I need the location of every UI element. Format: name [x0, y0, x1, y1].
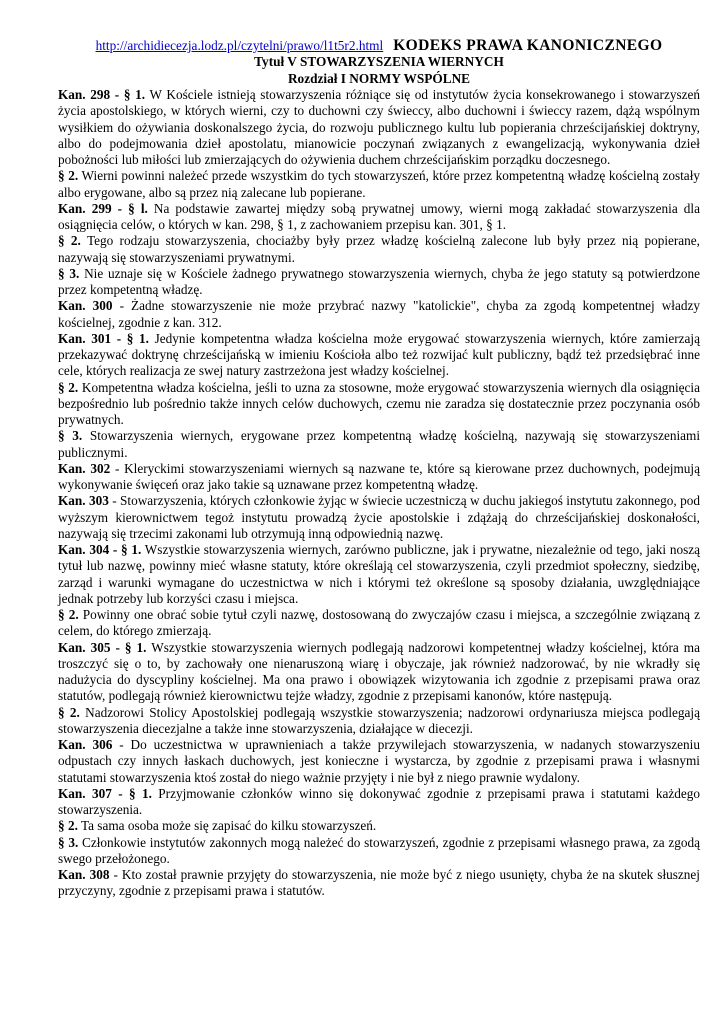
canon-label: Kan. 298 - § 1.: [58, 87, 146, 102]
canon-paragraph: [58, 493, 700, 542]
canon-label: Kan. 306: [58, 737, 113, 752]
canon-label: Kan. 302: [58, 460, 111, 476]
document-header: [58, 38, 700, 54]
canon-label: Kan. 300: [58, 298, 113, 314]
canon-paragraph: [58, 835, 700, 868]
canon-text: Wszystkie stowarzyszenia wiernych podlegają nadzorowi kompetentnej władzy kościelnej, która ma troszczyć się o to, by zachowały one nienaruszoną wiarę i obyczaje, jak również nadzorować, by nie wkradły się nadużycia do dyscypliny kościelnej. Ma ona prawo i obowiązek wizytowania ich zgodnie z przepisami prawa oraz statutów, podlegają również kierownictwu tejże władzy, zgodnie z przepisami kanonów, które następują.: [58, 639, 700, 704]
canon-label: § 3.: [58, 428, 83, 444]
canon-text: - Do uczestnictwa w uprawnieniach a także przywilejach stowarzyszenia, w nadanych stowarzyszeniu odpustach czy innych łaskach duchowych, jest konieczne i wystarcza, by zgodnie z przepisami prawa i własnymi statutami stowarzyszenia ktoś został do niego ważnie przyjęty i nie był z niego prawnie wydalony.: [58, 737, 700, 785]
canon-paragraph: [58, 380, 700, 429]
canon-paragraph: [58, 705, 700, 738]
canon-text: Wszystkie stowarzyszenia wiernych, zarówno publiczne, jak i prywatne, niezależnie od tego, jaki noszą tytuł lub nazwę, powinny mieć własne statuty, które określają cel stowarzyszenia, czyli przedmiot społeczny, siedzibę, zarząd i warunki wymagane do uczestnictwa w nich i którymi też określone są sposoby działania, uwzględniające jednak potrzeby lub korzyści czasu i miejsca.: [58, 542, 700, 606]
canon-text: Kompetentna władza kościelna, jeśli to uzna za stosowne, może erygować stowarzyszenia wiernych dla osiągnięcia bezpośrednio lub pośrednio także innych celów duchowych, czemu nie zaradza się dostatecznie przez poczynania osób prywatnych.: [58, 379, 700, 427]
canon-label: Kan. 304 - § 1.: [58, 542, 142, 557]
canon-label: § 2.: [58, 607, 79, 622]
canon-text: Nie uznaje się w Kościele żadnego prywatnego stowarzyszenia wiernych, chyba że jego statuty są potwierdzone przez kompetentną władzę.: [58, 265, 701, 297]
canon-paragraph: [58, 737, 700, 786]
canon-paragraph: [58, 786, 700, 819]
canon-paragraph: [58, 640, 700, 705]
canon-label: Kan. 303: [58, 493, 109, 509]
canon-label: § 2.: [58, 818, 78, 834]
canon-paragraph: [58, 461, 700, 494]
canon-label: Kan. 307 - § 1.: [58, 785, 152, 801]
titulus-heading: Tytuł V STOWARZYSZENIA WIERNYCH: [254, 54, 504, 69]
canon-paragraph: [58, 201, 700, 234]
canon-label: Kan. 305 - § 1.: [58, 639, 147, 655]
canon-label: Kan. 299 - § l.: [58, 200, 148, 216]
canon-label: § 2.: [58, 704, 80, 720]
canon-text: Nadzorowi Stolicy Apostolskiej podlegają wszystkie stowarzyszenia; nadzorowi ordynariusza miejsca podlegają stowarzyszenia diecezjalne a także inne stowarzyszenia, działające w diecezji.: [58, 704, 700, 736]
canon-label: § 3.: [58, 265, 80, 281]
canon-text: - Stowarzyszenia, których członkowie żyjąc w świecie uczestniczą w duchu jakiegoś instytutu zakonnego, pod wyższym kierownictwem tegoż instytutu prowadzą życie apostolskie i zdążają do chrześcijańskiej doskonałości, nazywają się trzecimi zakonami lub otrzymują inną odpowiednią nazwę.: [58, 493, 700, 541]
canon-paragraph: [58, 266, 700, 299]
canon-text: - Żadne stowarzyszenie nie może przybrać nazwy "katolickie", chyba za zgodą kompetentnej władzy kościelnej, zgodnie z kan. 312.: [58, 298, 700, 330]
canon-label: § 2.: [58, 379, 79, 395]
canon-paragraph: [58, 542, 700, 607]
canon-label: § 2.: [58, 233, 81, 249]
canon-list: [58, 87, 700, 900]
canon-text: Ta sama osoba może się zapisać do kilku stowarzyszeń.: [77, 818, 377, 834]
canon-paragraph: [58, 867, 700, 900]
canon-paragraph: [58, 298, 700, 331]
canon-text: Stowarzyszenia wiernych, erygowane przez kompetentną władzę kościelną, nazywają się stowarzyszeniami publicznymi.: [58, 428, 701, 460]
document-page: [58, 38, 700, 900]
canon-text: Wierni powinni należeć przede wszystkim do tych stowarzyszeń, które przez kompetentną władzę kościelną zostały albo erygowane, albo są przez nią zalecane lub popierane.: [58, 168, 700, 200]
canon-paragraph: [58, 428, 700, 461]
canon-text: W Kościele istnieją stowarzyszenia różniące się od instytutów życia konsekrowanego i stowarzyszeń życia apostolskiego, w których wierni, czy to duchowni czy świeccy, albo duchowni i świeccy razem, dążą wspólnym wysiłkiem do ożywiania doskonalszego życia, do rozwoju publicznego kultu lub popierania chrześcijańskiej doktryny, albo do podejmowania dzieł apostolatu, mianowicie poczynań związanych z ewangelizacją, wykonywania dzieł pobożności lub miłości lub zmierzających do ożywienia duchem chrześcijańskim porządku doczesnego.: [58, 87, 700, 167]
canon-paragraph: [58, 607, 700, 640]
canon-paragraph: [58, 87, 700, 168]
canon-text: - Kto został prawnie przyjęty do stowarzyszenia, nie może być z niego usunięty, chyba że na skutek słusznej przyczyny, zgodnie z przepisami prawa i statutów.: [58, 867, 700, 899]
canon-text: Na podstawie zawartej między sobą prywatnej umowy, wierni mogą zakładać stowarzyszenia dla osiągnięcia celów, o których w kan. 298, § 1, z zachowaniem przepisu kan. 301, § 1.: [58, 200, 700, 232]
canon-text: Członkowie instytutów zakonnych mogą należeć do stowarzyszeń, zgodnie z przepisami własnego prawa, za zgodą swego przełożonego.: [58, 834, 700, 866]
canon-text: - Kleryckimi stowarzyszeniami wiernych są nazwane te, które są kierowane przez duchownych, podejmują wykonywanie święceń oraz jako takie są uznawane przez kompetentną władzę.: [58, 460, 700, 492]
canon-paragraph: [58, 331, 700, 380]
canon-paragraph: [58, 168, 700, 201]
code-title: KODEKS PRAWA KANONICZNEGO: [393, 37, 663, 54]
canon-label: Kan. 301 - § 1.: [58, 330, 149, 346]
source-url-link[interactable]: http://archidiecezja.lodz.pl/czytelni/prawo/l1t5r2.html: [95, 38, 384, 53]
canon-paragraph: [58, 818, 700, 834]
canon-label: § 2.: [58, 168, 79, 184]
canon-text: Powinny one obrać sobie tytuł czyli nazwę, dostosowaną do zwyczajów czasu i miejsca, a szczególnie związaną z celem, do którego zmierzają.: [58, 607, 701, 639]
canon-paragraph: [58, 233, 700, 266]
chapter-heading: Rozdział I NORMY WSPÓLNE: [287, 70, 471, 86]
canon-text: Tego rodzaju stowarzyszenia, chociażby były przez władzę kościelną zalecone lub były przez nią popierane, nazywają się stowarzyszeniami prywatnymi.: [58, 233, 700, 265]
canon-text: Jedynie kompetentna władza kościelna może erygować stowarzyszenia wiernych, które zamierzają przekazywać doktrynę chrześcijańską w imieniu Kościoła albo też rozwijać kult publiczny, bądź też przedsiębrać inne cele, których realizacja ze swej natury zastrzeżona jest władzy kościelnej.: [58, 330, 700, 379]
canon-label: § 3.: [58, 834, 79, 850]
canon-label: Kan. 308: [58, 867, 110, 882]
canon-text: Przyjmowanie członków winno się dokonywać zgodnie z przepisami prawa i statutami każdego stowarzyszenia.: [58, 785, 700, 817]
